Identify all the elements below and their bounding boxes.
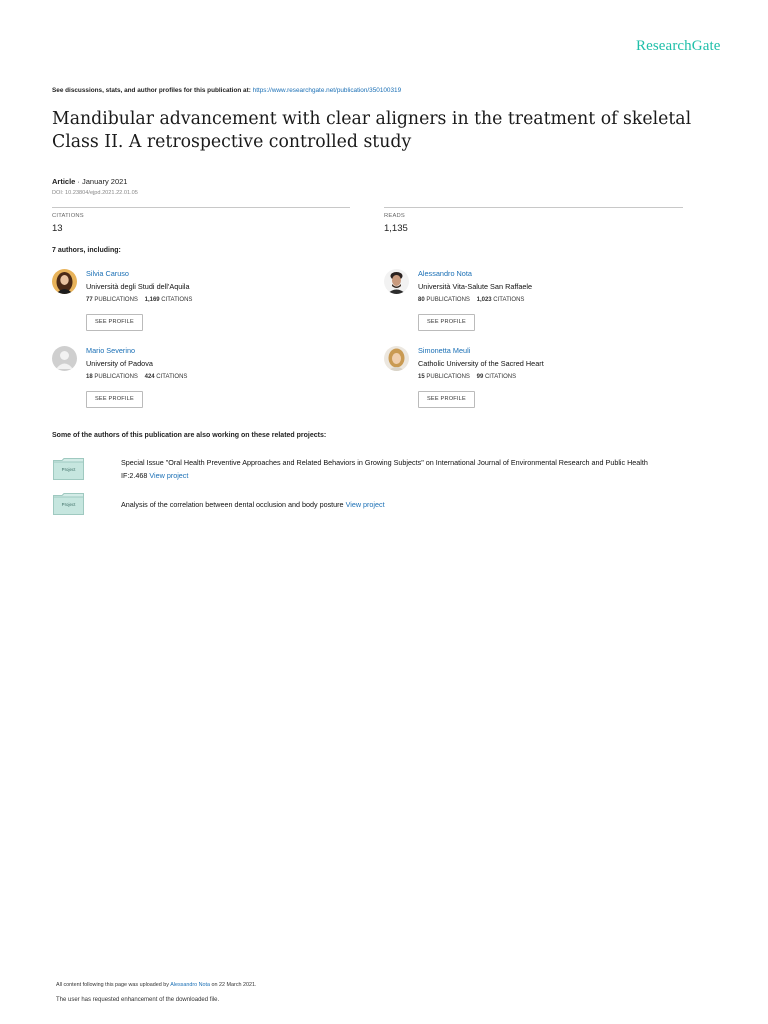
author-metrics	[418, 374, 516, 380]
author-metrics	[86, 297, 192, 303]
reads-value: 1,135	[384, 223, 408, 234]
article-type: Article	[52, 177, 76, 186]
reads-divider	[384, 207, 683, 208]
author-card	[52, 346, 372, 416]
author-metrics	[418, 297, 524, 303]
publication-url-link[interactable]: https://www.researchgate.net/publication/350100319	[252, 87, 402, 94]
view-project-link[interactable]: View project	[345, 500, 385, 509]
author-affiliation: Università Vita-Salute San Raffaele	[418, 282, 533, 291]
publications-count: 77	[86, 297, 93, 303]
author-name-link[interactable]: Simonetta Meuli	[418, 346, 471, 355]
citations-divider	[52, 207, 350, 208]
project-title: Analysis of the correlation between dental occlusion and body posture	[121, 500, 344, 509]
citations-label: CITATIONS	[161, 297, 193, 303]
citations-count: 99	[476, 374, 484, 380]
citations-label: CITATIONS	[493, 297, 525, 303]
avatar[interactable]	[52, 346, 77, 371]
publications-label: PUBLICATIONS	[426, 374, 470, 380]
article-type-date	[52, 177, 127, 186]
reads-label: READS	[384, 213, 405, 219]
project-icon-label: Project	[61, 467, 76, 472]
authors-heading: 7 authors, including:	[52, 247, 121, 254]
citations-label: CITATIONS	[52, 213, 84, 219]
project-item	[121, 456, 721, 482]
project-folder-icon[interactable]	[53, 458, 84, 480]
article-separator: ·	[75, 177, 83, 186]
see-profile-button[interactable]: SEE PROFILE	[86, 391, 143, 408]
upload-prefix: All content following this page was uploaded by	[56, 982, 169, 988]
publications-label: PUBLICATIONS	[426, 297, 470, 303]
related-projects-heading: Some of the authors of this publication are also working on these related projects:	[52, 432, 327, 439]
citations-label: CITATIONS	[484, 374, 517, 380]
author-affiliation: University of Padova	[86, 359, 153, 368]
see-profile-button[interactable]: SEE PROFILE	[86, 314, 143, 331]
citations-count: 1,169	[144, 297, 160, 303]
see-profile-button[interactable]: SEE PROFILE	[418, 314, 475, 331]
author-metrics	[86, 374, 187, 380]
author-card	[384, 346, 704, 416]
publications-count: 15	[418, 374, 425, 380]
publications-label: PUBLICATIONS	[94, 374, 138, 380]
discussion-label: See discussions, stats, and author profiles for this publication at:	[52, 87, 251, 94]
upload-suffix: on 22 March 2021.	[211, 982, 257, 988]
uploader-link[interactable]: Alessandro Nota	[170, 982, 211, 988]
researchgate-logo[interactable]: ResearchGate	[636, 38, 721, 54]
publications-count: 18	[86, 374, 93, 380]
citations-label: CITATIONS	[156, 374, 188, 380]
view-project-link[interactable]: View project	[149, 471, 189, 480]
citations-count: 1,023	[476, 297, 492, 303]
project-icon-label: Project	[61, 502, 76, 507]
project-item	[121, 498, 721, 511]
avatar[interactable]	[52, 269, 77, 294]
avatar[interactable]	[384, 269, 409, 294]
project-title: Special Issue "Oral Health Preventive Approaches and Related Behaviors in Growing Subjects" on International Journal of Environmental Research and Public Health	[121, 458, 648, 467]
see-profile-button[interactable]: SEE PROFILE	[418, 391, 475, 408]
publications-count: 80	[418, 297, 425, 303]
article-doi[interactable]: DOI: 10.23804/ejpd.2021.22.01.05	[52, 190, 138, 196]
publications-label: PUBLICATIONS	[94, 297, 138, 303]
project-folder-icon[interactable]	[53, 493, 84, 515]
upload-note	[56, 982, 257, 988]
discussion-line	[52, 87, 401, 94]
author-card	[52, 269, 372, 339]
citations-value: 13	[52, 223, 63, 234]
avatar[interactable]	[384, 346, 409, 371]
author-card	[384, 269, 704, 339]
citations-count: 424	[144, 374, 155, 380]
enhancement-note: The user has requested enhancement of the downloaded file.	[56, 997, 220, 1003]
author-name-link[interactable]: Silvia Caruso	[86, 269, 129, 278]
author-affiliation: Università degli Studi dell'Aquila	[86, 282, 190, 291]
article-title: Mandibular advancement with clear aligners in the treatment of skeletal Class II. A retrospective controlled study	[52, 109, 692, 152]
article-date: January 2021	[82, 177, 128, 186]
project-impact-factor: IF:2.468	[121, 471, 148, 480]
author-affiliation: Catholic University of the Sacred Heart	[418, 359, 544, 368]
author-name-link[interactable]: Alessandro Nota	[418, 269, 472, 278]
author-name-link[interactable]: Mario Severino	[86, 346, 136, 355]
